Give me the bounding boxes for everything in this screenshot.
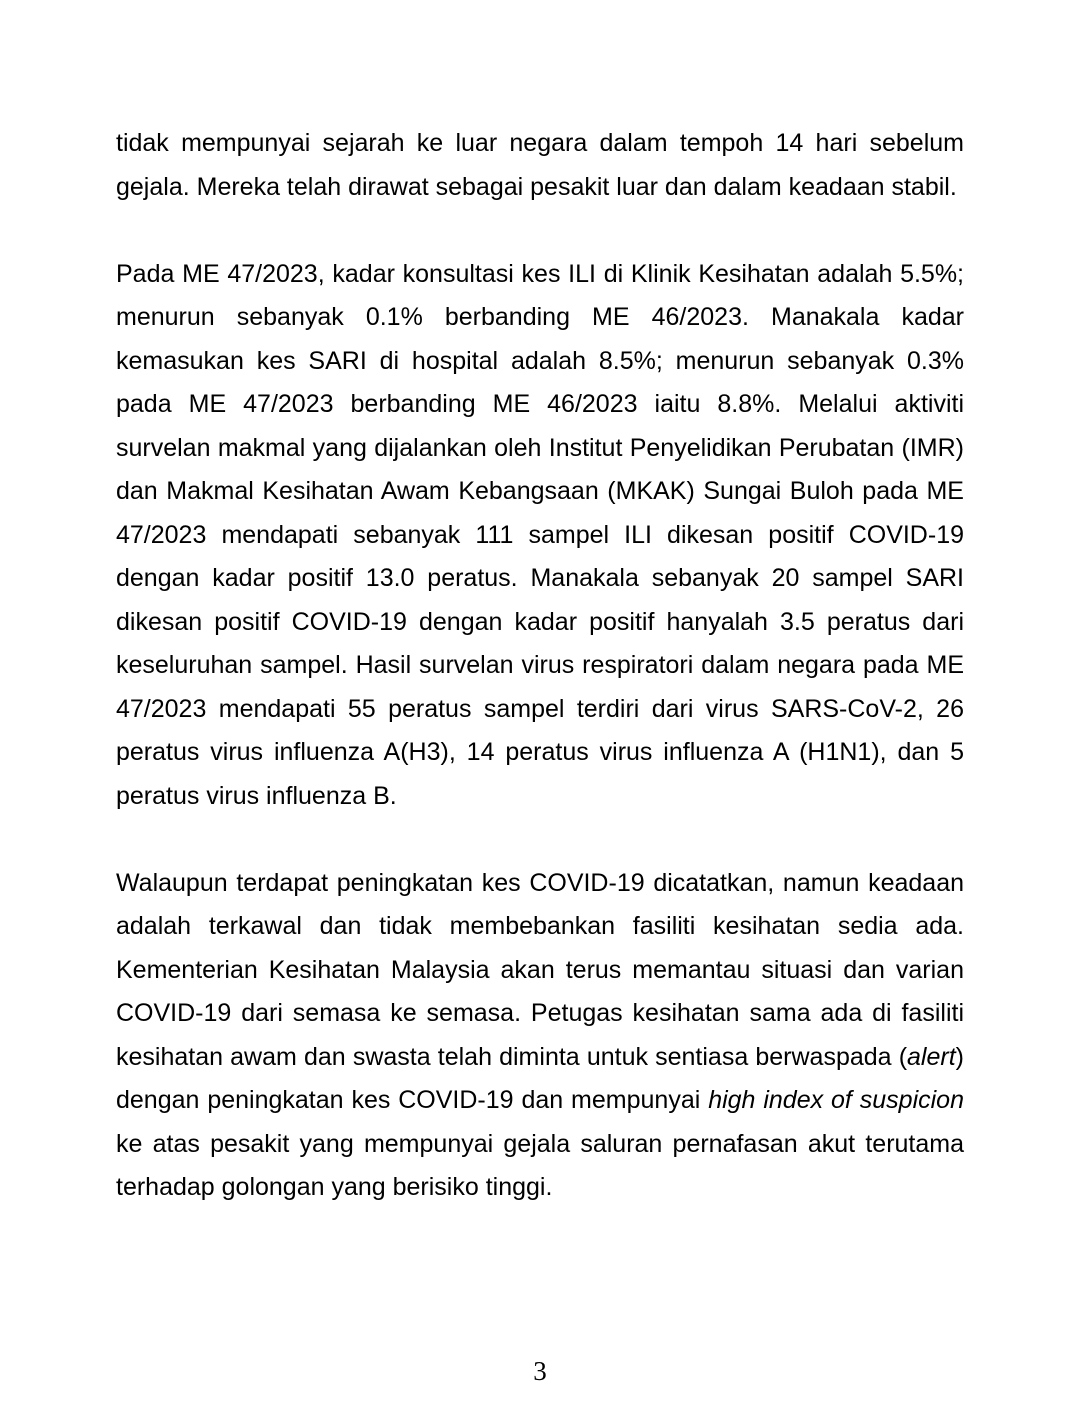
text-segment: Pada ME 47/2023, kadar konsultasi kes ILI di Klinik Kesihatan adalah 5.5%; menurun sebanyak 0.1% berbanding ME 46/2023. Manakala kadar kemasukan kes SARI di hospital adalah 8.5%; menurun sebanyak 0.3% pada ME 47/2023 berbanding ME 46/2023 iaitu 8.8%. Melalui aktiviti survelan makmal yang dijalankan oleh Institut Penyelidikan Perubatan (IMR) dan Makmal Kesihatan Awam Kebangsaan (MKAK) Sungai Buloh pada ME 47/2023 mendapati sebanyak 111 sampel ILI dikesan positif COVID-19 dengan kadar positif 13.0 peratus. Manakala sebanyak 20 sampel SARI dikesan positif COVID-19 dengan kadar positif hanyalah 3.5 peratus dari keseluruhan sampel. Hasil survelan virus respiratori dalam negara pada ME 47/2023 mendapati 55 peratus sampel terdiri dari virus SARS-CoV-2, 26 peratus virus influenza A(H3), 14 peratus virus influenza A (H1N1), dan 5 peratus virus influenza B. [116, 259, 964, 810]
italic-text-segment: high index of suspicion [708, 1086, 964, 1114]
text-segment: ke atas pesakit yang mempunyai gejala saluran pernafasan akut terutama terhadap golongan yang berisiko tinggi. [116, 1129, 964, 1201]
text-segment: tidak mempunyai sejarah ke luar negara dalam tempoh 14 hari sebelum gejala. Mereka telah dirawat sebagai pesakit luar dan dalam keadaan stabil. [116, 129, 964, 201]
paragraph [116, 862, 964, 1210]
paragraph [116, 122, 964, 209]
page-footer [0, 1356, 1080, 1386]
document-body [116, 122, 964, 1210]
italic-text-segment: alert [907, 1042, 956, 1071]
text-segment: ) dengan peningkatan kes COVID-19 dan mempunyai [116, 1042, 964, 1114]
text-segment: Walaupun terdapat peningkatan kes COVID-19 dicatatkan, namun keadaan adalah terkawal dan tidak membebankan fasiliti kesihatan sedia ada. Kementerian Kesihatan Malaysia akan terus memantau situasi dan varian COVID-19 dari semasa ke semasa. Petugas kesihatan sama ada di fasiliti kesihatan awam dan swasta telah diminta untuk sentiasa berwaspada ( [116, 868, 964, 1071]
paragraph [116, 253, 964, 819]
page-number: 3 [533, 1356, 547, 1386]
